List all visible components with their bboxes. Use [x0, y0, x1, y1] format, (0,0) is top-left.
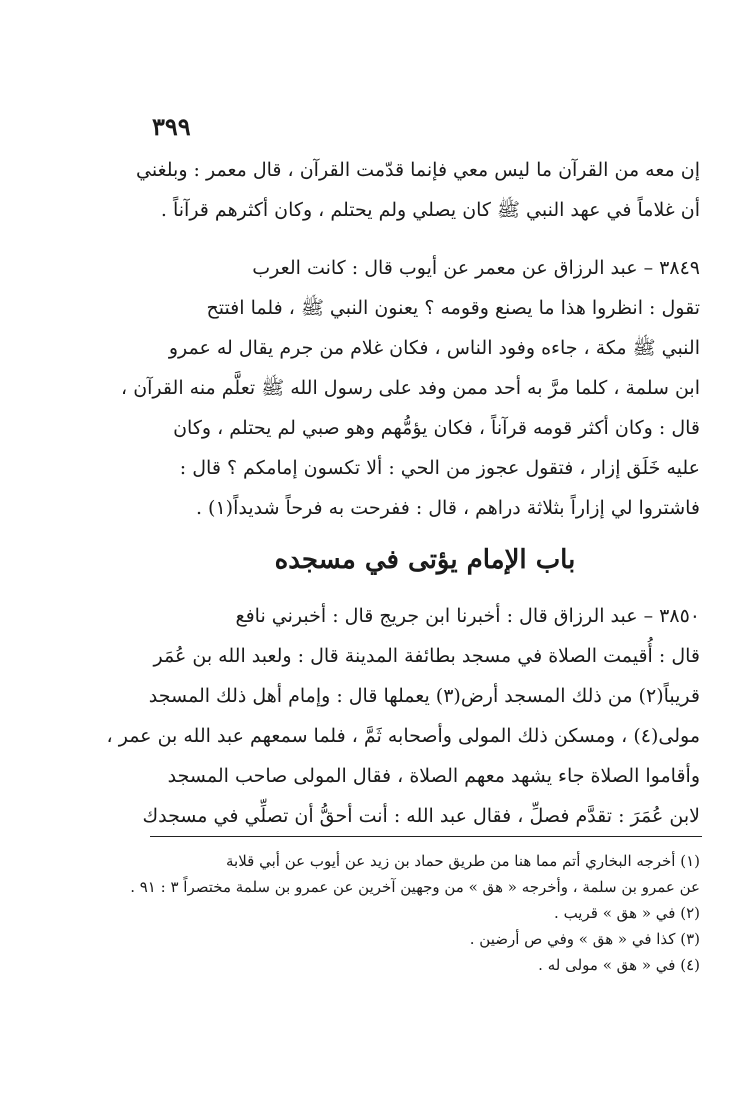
- text-line: عليه خَلَق إزار ، فتقول عجوز من الحي : ألا تكسون إمامكم ؟ قال :: [179, 457, 700, 479]
- text-line: قال : أُقيمت الصلاة في مسجد بطائفة المدينة قال : ولعبد الله بن عُمَر: [153, 645, 700, 667]
- text-line: تقول : انظروا هذا ما يصنع وقومه ؟ يعنون النبي ﷺ ، فلما افتتح: [206, 297, 700, 319]
- text-line: قال : وكان أكثر قومه قرآناً ، فكان يؤمُّهم وهو صبي لم يحتلم ، وكان: [173, 417, 700, 439]
- footnote-2: (٢) في « هق » قريب .: [554, 904, 700, 922]
- text-line: أن غلاماً في عهد النبي ﷺ كان يصلي ولم يحتلم ، وكان أكثرهم قرآناً .: [160, 199, 700, 221]
- page-number: ٣٩٩: [152, 112, 191, 141]
- footnote-4: (٤) في « هق » مولى له .: [538, 956, 700, 974]
- text-line: ٣٨٤٩ – عبد الرزاق عن معمر عن أيوب قال : كانت العرب: [252, 257, 700, 279]
- text-line: النبي ﷺ مكة ، جاءه وفود الناس ، فكان غلام من جرم يقال له عمرو: [168, 337, 700, 359]
- text-line: لابن عُمَرَ : تقدَّم فصلِّ ، فقال عبد الله : أنت أحقُّ أن تصلِّي في مسجدك: [142, 805, 700, 827]
- footnote-1-continued: عن عمرو بن سلمة ، وأخرجه « هق » من وجهين آخرين عن عمرو بن سلمة مختصراً ٣ : ٩١ .: [130, 878, 700, 896]
- text-line: ٣٨٥٠ – عبد الرزاق قال : أخبرنا ابن جريج قال : أخبرني نافع: [235, 605, 700, 627]
- text-line: فاشتروا لي إزاراً بثلاثة دراهم ، قال : ففرحت به فرحاً شديداً(١) .: [195, 497, 700, 519]
- footnote-3: (٣) كذا في « هق » وفي ص أرضين .: [469, 930, 700, 948]
- hadith-3850: [106, 596, 700, 836]
- chapter-title: باب الإمام يؤتى في مسجده: [274, 545, 576, 575]
- text-line: ابن سلمة ، كلما مرَّ به أحد ممن وفد على رسول الله ﷺ تعلَّم منه القرآن ،: [121, 377, 700, 399]
- hadith-3849: [121, 248, 700, 528]
- paragraph-continued: [136, 150, 700, 230]
- text-line: قريباً(٢) من ذلك المسجد أرض(٣) يعملها قال : وإمام أهل ذلك المسجد: [148, 685, 700, 707]
- footnote-1: (١) أخرجه البخاري أتم مما هنا من طريق حماد بن زيد عن أيوب عن أبي قلابة: [226, 852, 700, 870]
- text-line: مولى(٤) ، ومسكن ذلك المولى وأصحابه ثَمَّ ، فلما سمعهم عبد الله بن عمر ،: [106, 725, 700, 747]
- footnote-divider: [150, 836, 702, 837]
- text-line: إن معه من القرآن ما ليس معي فإنما قدّمت القرآن ، قال معمر : وبلغني: [136, 159, 700, 181]
- text-line: وأقاموا الصلاة جاء يشهد معهم الصلاة ، فقال المولى صاحب المسجد: [167, 765, 700, 787]
- footnotes: [130, 848, 700, 978]
